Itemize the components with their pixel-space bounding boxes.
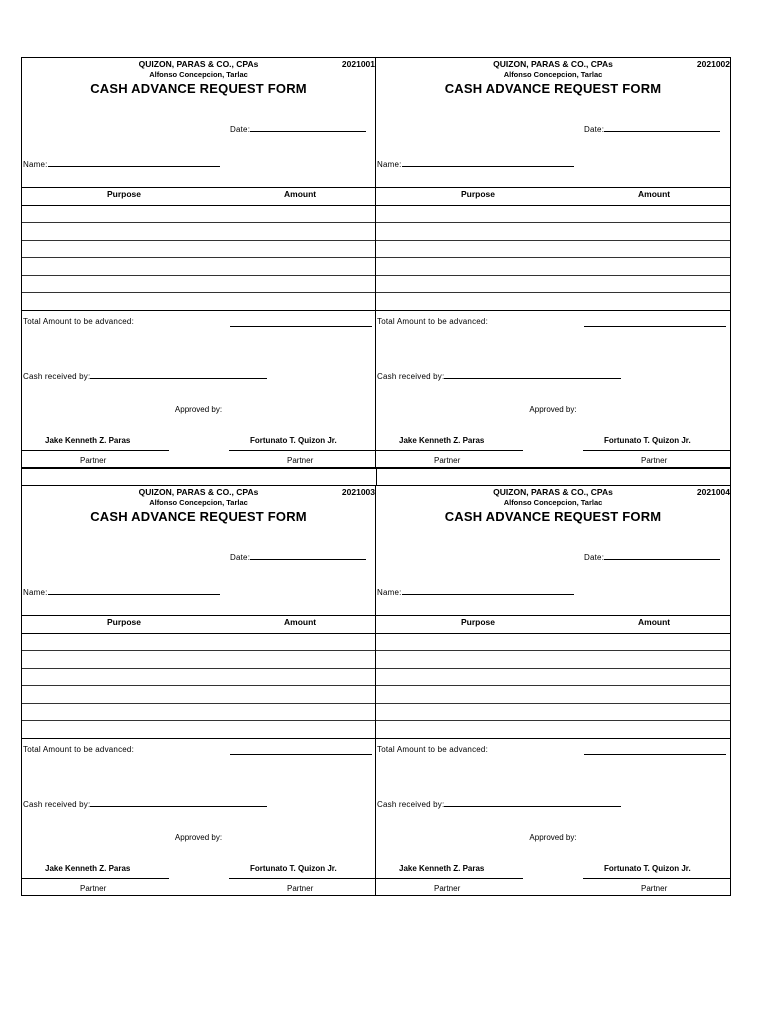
name-label: Name:: [23, 160, 48, 169]
table-row[interactable]: [22, 650, 375, 651]
signatory-name: Jake Kenneth Z. Paras: [399, 864, 485, 873]
date-field[interactable]: [230, 123, 366, 134]
signature-line: [583, 878, 731, 879]
cash-received-field[interactable]: [23, 798, 267, 809]
total-amount-line[interactable]: [584, 326, 726, 327]
date-field[interactable]: [584, 123, 720, 134]
cash-received-line: [444, 370, 621, 379]
date-field[interactable]: [584, 551, 720, 562]
cash-received-label: Cash received by:: [377, 372, 445, 381]
table-row[interactable]: [22, 668, 375, 669]
table-row[interactable]: [376, 650, 730, 651]
name-field[interactable]: [23, 586, 220, 597]
purpose-header: Purpose: [461, 189, 496, 199]
firm-name: QUIZON, PARAS & CO., CPAs: [493, 487, 613, 497]
cash-advance-form: [376, 57, 731, 468]
signatory-role: Partner: [434, 456, 461, 465]
table-bottom-border: [22, 738, 375, 739]
table-bottom-border: [376, 310, 730, 311]
name-line: [48, 586, 220, 595]
total-amount-label: Total Amount to be advanced:: [377, 745, 489, 754]
purpose-header: Purpose: [107, 617, 142, 627]
table-top-border: [376, 615, 730, 616]
date-line: [250, 551, 366, 560]
table-bottom-border: [376, 738, 730, 739]
cash-received-label: Cash received by:: [23, 372, 91, 381]
signatory-role: Partner: [287, 456, 314, 465]
approved-by-label: Approved by:: [174, 405, 223, 414]
table-top-border: [376, 187, 730, 188]
gap-border: [21, 468, 22, 485]
firm-address: Alfonso Concepcion, Tarlac: [149, 498, 248, 507]
form-title: CASH ADVANCE REQUEST FORM: [90, 509, 307, 524]
table-row[interactable]: [376, 703, 730, 704]
signature-line: [229, 450, 377, 451]
cash-advance-form: [21, 57, 376, 468]
name-field[interactable]: [23, 158, 220, 169]
signatory-name: Jake Kenneth Z. Paras: [45, 864, 131, 873]
date-field[interactable]: [230, 551, 366, 562]
table-row[interactable]: [22, 720, 375, 721]
total-amount-line[interactable]: [584, 754, 726, 755]
date-label: Date:: [584, 553, 605, 562]
amount-header: Amount: [638, 189, 671, 199]
purpose-header: Purpose: [461, 617, 496, 627]
signatory-name: Jake Kenneth Z. Paras: [45, 436, 131, 445]
cash-received-label: Cash received by:: [23, 800, 91, 809]
signatory-role: Partner: [80, 884, 107, 893]
approved-by-label: Approved by:: [529, 405, 577, 414]
firm-address: Alfonso Concepcion, Tarlac: [149, 70, 248, 79]
table-row[interactable]: [22, 257, 375, 258]
amount-header: Amount: [284, 617, 317, 627]
gap-border: [730, 468, 731, 485]
name-label: Name:: [377, 160, 402, 169]
signatory-role: Partner: [641, 884, 668, 893]
cash-advance-form: [376, 485, 731, 896]
signature-line: [583, 450, 731, 451]
name-label: Name:: [23, 588, 48, 597]
form-title: CASH ADVANCE REQUEST FORM: [444, 509, 662, 524]
amount-header: Amount: [284, 189, 317, 199]
date-label: Date:: [584, 125, 605, 134]
date-line: [250, 123, 366, 132]
form-title: CASH ADVANCE REQUEST FORM: [444, 81, 662, 96]
signatory-name: Jake Kenneth Z. Paras: [399, 436, 485, 445]
purpose-header: Purpose: [107, 189, 142, 199]
table-bottom-border: [22, 310, 375, 311]
cash-advance-sheet: [21, 57, 731, 896]
table-header-border: [22, 633, 375, 634]
approved-by-label: Approved by:: [529, 833, 577, 842]
date-line: [604, 551, 720, 560]
name-line: [48, 158, 220, 167]
form-number: 2021004: [696, 487, 730, 497]
firm-address: Alfonso Concepcion, Tarlac: [503, 498, 603, 507]
signatory-role: Partner: [80, 456, 107, 465]
signatory-name: Fortunato T. Quizon Jr.: [250, 864, 337, 873]
firm-name: QUIZON, PARAS & CO., CPAs: [493, 59, 613, 69]
signature-line: [22, 450, 169, 451]
gap-border: [376, 468, 377, 485]
total-amount-line[interactable]: [230, 326, 372, 327]
total-amount-label: Total Amount to be advanced:: [23, 317, 135, 326]
table-row[interactable]: [376, 292, 730, 293]
cash-received-field[interactable]: [377, 798, 621, 809]
cash-received-line: [90, 798, 267, 807]
table-row[interactable]: [376, 222, 730, 223]
table-row[interactable]: [22, 685, 375, 686]
signature-line: [376, 450, 523, 451]
form-number: 2021001: [341, 59, 375, 69]
name-line: [402, 158, 574, 167]
signatory-name: Fortunato T. Quizon Jr.: [604, 864, 691, 873]
table-top-border: [22, 187, 375, 188]
date-label: Date:: [230, 125, 251, 134]
table-row[interactable]: [22, 275, 375, 276]
signature-line: [376, 878, 523, 879]
cash-received-label: Cash received by:: [377, 800, 445, 809]
date-label: Date:: [230, 553, 251, 562]
table-row[interactable]: [22, 292, 375, 293]
name-field[interactable]: [377, 158, 574, 169]
name-field[interactable]: [377, 586, 574, 597]
table-row[interactable]: [376, 668, 730, 669]
table-row[interactable]: [22, 240, 375, 241]
cash-received-line: [444, 798, 621, 807]
table-row[interactable]: [376, 685, 730, 686]
table-top-border: [22, 615, 375, 616]
approved-by-label: Approved by:: [174, 833, 223, 842]
form-number: 2021003: [341, 487, 375, 497]
amount-header: Amount: [638, 617, 671, 627]
signature-line: [229, 878, 377, 879]
signatory-role: Partner: [641, 456, 668, 465]
table-row[interactable]: [376, 257, 730, 258]
signature-line: [22, 878, 169, 879]
firm-address: Alfonso Concepcion, Tarlac: [503, 70, 603, 79]
form-number: 2021002: [696, 59, 730, 69]
signatory-role: Partner: [287, 884, 314, 893]
table-header-border: [22, 205, 375, 206]
cash-advance-form: [21, 485, 376, 896]
cash-received-field[interactable]: [377, 370, 621, 381]
firm-name: QUIZON, PARAS & CO., CPAs: [138, 487, 259, 497]
name-line: [402, 586, 574, 595]
signatory-name: Fortunato T. Quizon Jr.: [604, 436, 691, 445]
table-header-border: [376, 633, 730, 634]
cash-received-line: [90, 370, 267, 379]
table-row[interactable]: [376, 240, 730, 241]
table-header-border: [376, 205, 730, 206]
table-row[interactable]: [22, 703, 375, 704]
table-row[interactable]: [22, 222, 375, 223]
signatory-name: Fortunato T. Quizon Jr.: [250, 436, 337, 445]
total-amount-label: Total Amount to be advanced:: [377, 317, 489, 326]
form-title: CASH ADVANCE REQUEST FORM: [90, 81, 307, 96]
signatory-role: Partner: [434, 884, 461, 893]
name-label: Name:: [377, 588, 402, 597]
cash-received-field[interactable]: [23, 370, 267, 381]
total-amount-label: Total Amount to be advanced:: [23, 745, 135, 754]
table-row[interactable]: [376, 720, 730, 721]
firm-name: QUIZON, PARAS & CO., CPAs: [138, 59, 259, 69]
total-amount-line[interactable]: [230, 754, 372, 755]
table-row[interactable]: [376, 275, 730, 276]
date-line: [604, 123, 720, 132]
